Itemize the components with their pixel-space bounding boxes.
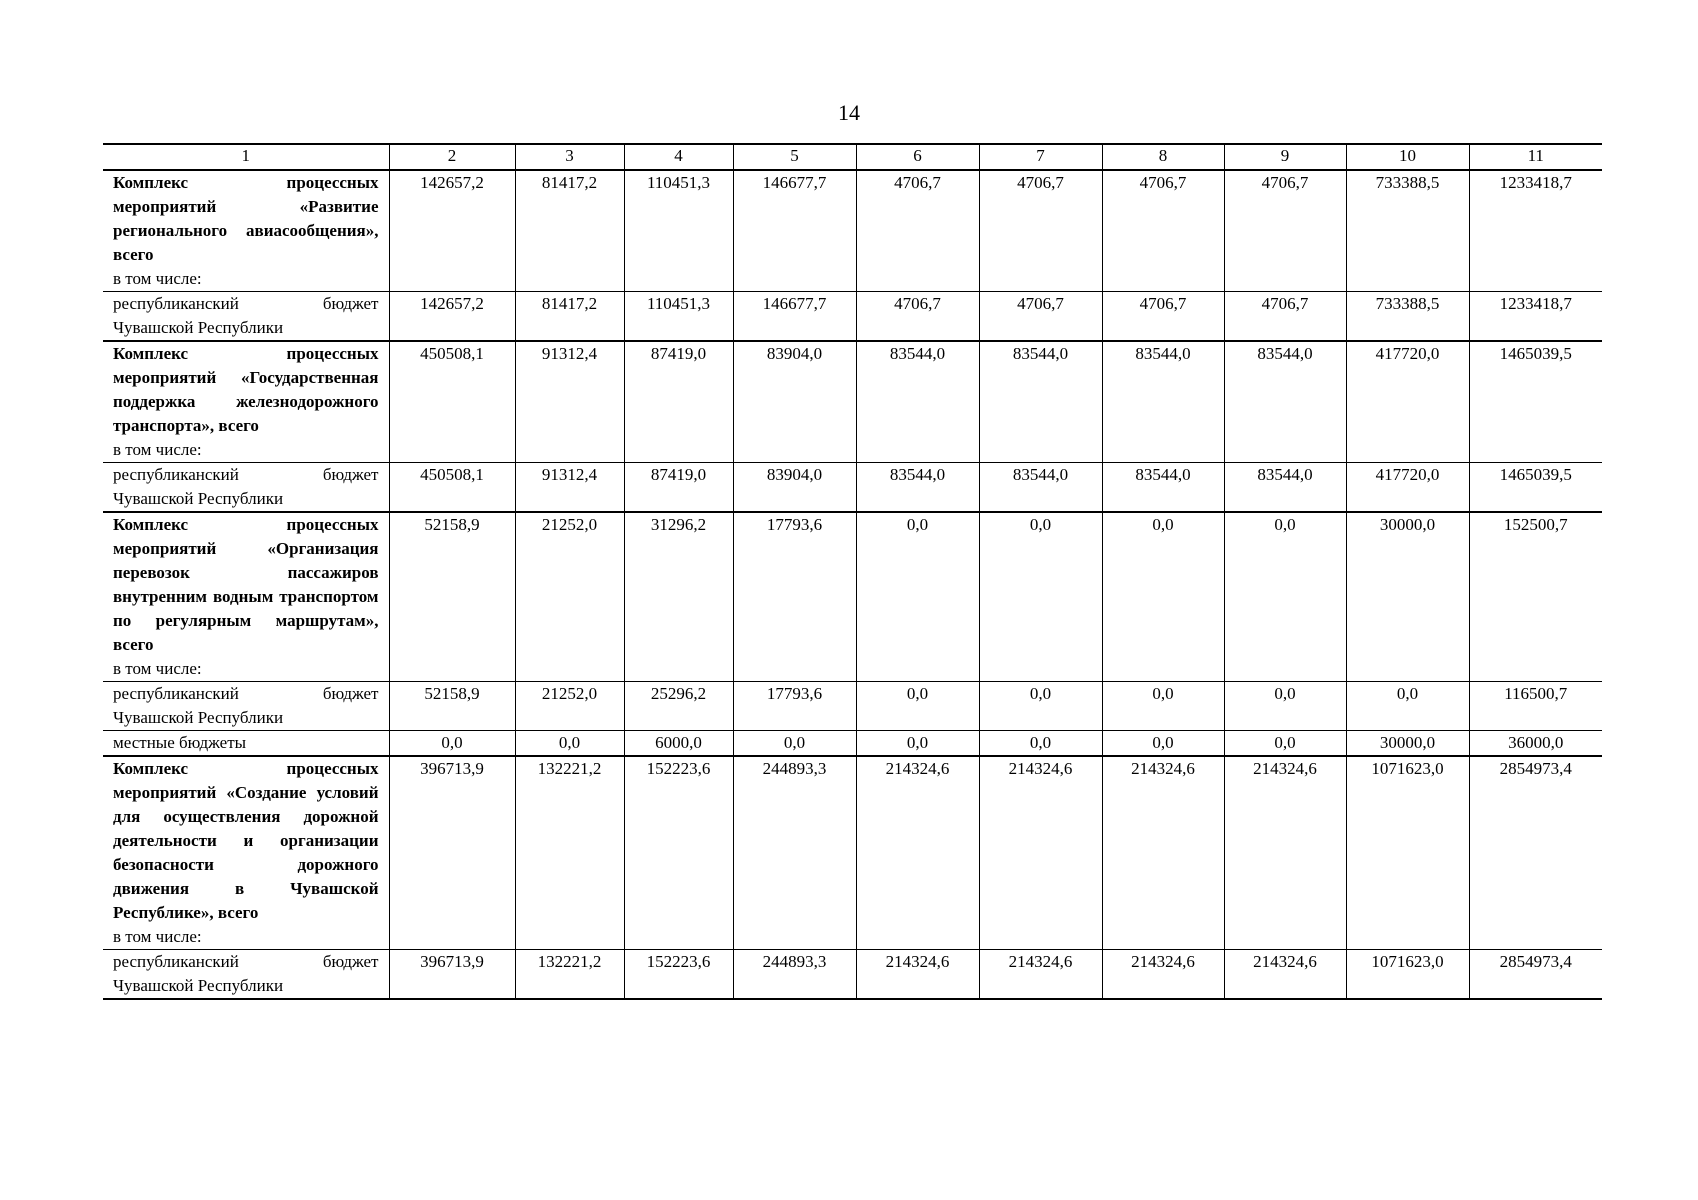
column-header-8: 8 bbox=[1102, 144, 1224, 170]
value-cell: 87419,0 bbox=[624, 463, 733, 513]
value-cell: 83544,0 bbox=[979, 463, 1102, 513]
row-source-cell bbox=[103, 682, 389, 731]
value-cell: 244893,3 bbox=[733, 950, 856, 1000]
value-cell: 4706,7 bbox=[1102, 170, 1224, 292]
value-cell: 83544,0 bbox=[979, 341, 1102, 463]
value-cell: 1465039,5 bbox=[1469, 341, 1602, 463]
value-cell: 417720,0 bbox=[1346, 341, 1469, 463]
value-cell: 0,0 bbox=[1346, 682, 1469, 731]
value-cell: 0,0 bbox=[1224, 512, 1346, 682]
value-cell: 0,0 bbox=[1102, 682, 1224, 731]
value-cell: 0,0 bbox=[979, 512, 1102, 682]
header-row bbox=[103, 144, 1602, 170]
value-cell: 36000,0 bbox=[1469, 731, 1602, 757]
value-cell: 1071623,0 bbox=[1346, 950, 1469, 1000]
column-header-5: 5 bbox=[733, 144, 856, 170]
table-row bbox=[103, 950, 1602, 1000]
value-cell: 30000,0 bbox=[1346, 731, 1469, 757]
value-cell: 17793,6 bbox=[733, 682, 856, 731]
column-header-9: 9 bbox=[1224, 144, 1346, 170]
value-cell: 214324,6 bbox=[856, 756, 979, 950]
row-label: местные бюджеты bbox=[113, 733, 247, 752]
row-label: республиканский бюджет Чувашской Республики bbox=[113, 684, 379, 727]
value-cell: 214324,6 bbox=[1224, 756, 1346, 950]
value-cell: 91312,4 bbox=[515, 341, 624, 463]
table-row bbox=[103, 463, 1602, 513]
row-source-cell bbox=[103, 731, 389, 757]
table-row bbox=[103, 292, 1602, 342]
table-row bbox=[103, 512, 1602, 682]
value-cell: 733388,5 bbox=[1346, 170, 1469, 292]
value-cell: 83904,0 bbox=[733, 341, 856, 463]
row-title-cell bbox=[103, 756, 389, 950]
value-cell: 31296,2 bbox=[624, 512, 733, 682]
value-cell: 17793,6 bbox=[733, 512, 856, 682]
value-cell: 4706,7 bbox=[1102, 292, 1224, 342]
value-cell: 0,0 bbox=[1102, 731, 1224, 757]
value-cell: 83544,0 bbox=[1224, 463, 1346, 513]
value-cell: 4706,7 bbox=[1224, 170, 1346, 292]
value-cell: 733388,5 bbox=[1346, 292, 1469, 342]
value-cell: 1071623,0 bbox=[1346, 756, 1469, 950]
value-cell: 0,0 bbox=[1102, 512, 1224, 682]
table-row bbox=[103, 731, 1602, 757]
column-header-3: 3 bbox=[515, 144, 624, 170]
row-title: Комплекс процессных мероприятий «Развитие регионального авиасообщения», всего bbox=[113, 173, 379, 264]
value-cell: 450508,1 bbox=[389, 463, 515, 513]
value-cell: 4706,7 bbox=[979, 292, 1102, 342]
value-cell: 4706,7 bbox=[856, 292, 979, 342]
page-number: 14 bbox=[838, 100, 860, 125]
table-row bbox=[103, 341, 1602, 463]
row-label: республиканский бюджет Чувашской Республики bbox=[113, 294, 379, 337]
column-header-6: 6 bbox=[856, 144, 979, 170]
value-cell: 214324,6 bbox=[856, 950, 979, 1000]
value-cell: 152500,7 bbox=[1469, 512, 1602, 682]
table-body bbox=[103, 170, 1602, 999]
value-cell: 0,0 bbox=[856, 731, 979, 757]
value-cell: 110451,3 bbox=[624, 292, 733, 342]
value-cell: 2854973,4 bbox=[1469, 756, 1602, 950]
row-title-cell bbox=[103, 512, 389, 682]
column-header-7: 7 bbox=[979, 144, 1102, 170]
row-title: Комплекс процессных мероприятий «Государственная поддержка железнодорожного транспорта», всего bbox=[113, 344, 379, 435]
row-subtitle: в том числе: bbox=[113, 659, 202, 678]
column-header-1: 1 bbox=[103, 144, 389, 170]
value-cell: 83544,0 bbox=[856, 463, 979, 513]
row-label: республиканский бюджет Чувашской Республики bbox=[113, 952, 379, 995]
value-cell: 450508,1 bbox=[389, 341, 515, 463]
table-row bbox=[103, 756, 1602, 950]
value-cell: 0,0 bbox=[979, 731, 1102, 757]
value-cell: 21252,0 bbox=[515, 682, 624, 731]
value-cell: 25296,2 bbox=[624, 682, 733, 731]
value-cell: 132221,2 bbox=[515, 756, 624, 950]
value-cell: 142657,2 bbox=[389, 170, 515, 292]
row-title-cell bbox=[103, 170, 389, 292]
value-cell: 2854973,4 bbox=[1469, 950, 1602, 1000]
row-source-cell bbox=[103, 463, 389, 513]
value-cell: 0,0 bbox=[515, 731, 624, 757]
value-cell: 52158,9 bbox=[389, 682, 515, 731]
table-row bbox=[103, 170, 1602, 292]
value-cell: 1465039,5 bbox=[1469, 463, 1602, 513]
value-cell: 0,0 bbox=[1224, 682, 1346, 731]
value-cell: 396713,9 bbox=[389, 756, 515, 950]
value-cell: 110451,3 bbox=[624, 170, 733, 292]
value-cell: 1233418,7 bbox=[1469, 170, 1602, 292]
value-cell: 146677,7 bbox=[733, 170, 856, 292]
row-subtitle: в том числе: bbox=[113, 927, 202, 946]
column-header-4: 4 bbox=[624, 144, 733, 170]
row-source-cell bbox=[103, 950, 389, 1000]
value-cell: 0,0 bbox=[856, 512, 979, 682]
row-subtitle: в том числе: bbox=[113, 269, 202, 288]
value-cell: 244893,3 bbox=[733, 756, 856, 950]
value-cell: 81417,2 bbox=[515, 170, 624, 292]
value-cell: 83544,0 bbox=[1102, 463, 1224, 513]
value-cell: 0,0 bbox=[856, 682, 979, 731]
value-cell: 83904,0 bbox=[733, 463, 856, 513]
value-cell: 0,0 bbox=[389, 731, 515, 757]
value-cell: 0,0 bbox=[1224, 731, 1346, 757]
value-cell: 83544,0 bbox=[1102, 341, 1224, 463]
value-cell: 30000,0 bbox=[1346, 512, 1469, 682]
row-source-cell bbox=[103, 292, 389, 342]
value-cell: 0,0 bbox=[979, 682, 1102, 731]
value-cell: 132221,2 bbox=[515, 950, 624, 1000]
value-cell: 152223,6 bbox=[624, 950, 733, 1000]
value-cell: 214324,6 bbox=[1224, 950, 1346, 1000]
value-cell: 146677,7 bbox=[733, 292, 856, 342]
row-title: Комплекс процессных мероприятий «Организация перевозок пассажиров внутренним водным транспортом по регулярным маршрутам», всего bbox=[113, 515, 379, 654]
value-cell: 4706,7 bbox=[1224, 292, 1346, 342]
column-header-11: 11 bbox=[1469, 144, 1602, 170]
value-cell: 91312,4 bbox=[515, 463, 624, 513]
table-row bbox=[103, 682, 1602, 731]
value-cell: 152223,6 bbox=[624, 756, 733, 950]
value-cell: 417720,0 bbox=[1346, 463, 1469, 513]
value-cell: 4706,7 bbox=[856, 170, 979, 292]
row-subtitle: в том числе: bbox=[113, 440, 202, 459]
value-cell: 396713,9 bbox=[389, 950, 515, 1000]
value-cell: 214324,6 bbox=[1102, 950, 1224, 1000]
value-cell: 21252,0 bbox=[515, 512, 624, 682]
value-cell: 83544,0 bbox=[1224, 341, 1346, 463]
value-cell: 81417,2 bbox=[515, 292, 624, 342]
value-cell: 1233418,7 bbox=[1469, 292, 1602, 342]
column-header-2: 2 bbox=[389, 144, 515, 170]
value-cell: 4706,7 bbox=[979, 170, 1102, 292]
row-label: республиканский бюджет Чувашской Республики bbox=[113, 465, 379, 508]
value-cell: 6000,0 bbox=[624, 731, 733, 757]
value-cell: 214324,6 bbox=[979, 756, 1102, 950]
value-cell: 87419,0 bbox=[624, 341, 733, 463]
value-cell: 0,0 bbox=[733, 731, 856, 757]
value-cell: 83544,0 bbox=[856, 341, 979, 463]
row-title-cell bbox=[103, 341, 389, 463]
column-header-10: 10 bbox=[1346, 144, 1469, 170]
value-cell: 142657,2 bbox=[389, 292, 515, 342]
value-cell: 214324,6 bbox=[979, 950, 1102, 1000]
value-cell: 116500,7 bbox=[1469, 682, 1602, 731]
value-cell: 52158,9 bbox=[389, 512, 515, 682]
value-cell: 214324,6 bbox=[1102, 756, 1224, 950]
row-title: Комплекс процессных мероприятий «Создание условий для осуществления дорожной деятельности и организации безопасности дорожного движения в Чувашской Республике», всего bbox=[113, 759, 379, 922]
budget-table bbox=[103, 143, 1602, 1000]
